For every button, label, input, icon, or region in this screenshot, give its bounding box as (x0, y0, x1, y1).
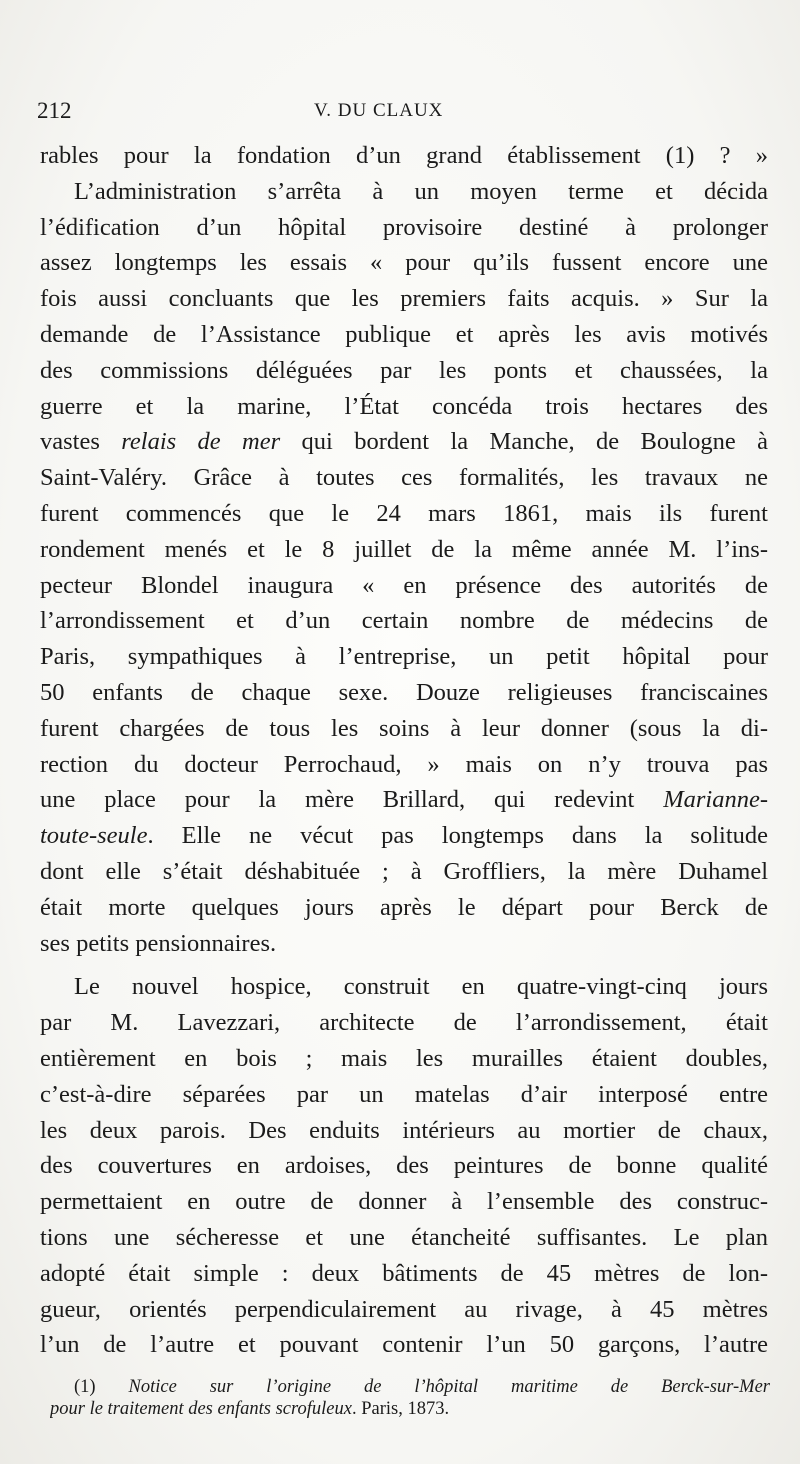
text-line: les deux parois. Des enduits intérieurs au mortier de chaux, (40, 1116, 768, 1144)
footnote (50, 1376, 770, 1420)
text-line: L’administration s’arrêta à un moyen terme et décida (74, 177, 768, 205)
text-line: rables pour la fondation d’un grand établissement (1) ? » (40, 142, 768, 169)
text-line: assez longtemps les essais « pour qu’ils fussent encore une (40, 249, 768, 277)
text-line-with-italic (40, 818, 768, 854)
text-line: fois aussi concluants que les premiers faits acquis. » Sur la (40, 285, 768, 313)
text-line: était morte quelques jours après le départ pour Berck de (40, 893, 768, 921)
running-title: V. DU CLAUX (314, 100, 444, 121)
text-line: par M. Lavezzari, architecte de l’arrondissement, était (40, 1009, 768, 1037)
text-line-with-italic (40, 782, 768, 818)
paragraph-1 (40, 138, 768, 961)
text-line: adopté était simple : deux bâtiments de 45 mètres de lon- (40, 1259, 768, 1287)
text-line: Saint-Valéry. Grâce à toutes ces formalités, les travaux ne (40, 464, 768, 492)
text-line: permettaient en outre de donner à l’ensemble des construc- (40, 1188, 768, 1216)
text-line: l’édification d’un hôpital provisoire destiné à prolonger (40, 213, 768, 241)
text-line: Paris, sympathiques à l’entreprise, un petit hôpital pour (40, 643, 768, 671)
text-line: dont elle s’était déshabituée ; à Groffliers, la mère Duhamel (40, 857, 768, 885)
text-run: . Elle ne vécut pas longtemps dans la solitude (147, 822, 768, 850)
text-run: une place pour la mère Brillard, qui redevint (40, 786, 664, 814)
text-line: c’est-à-dire séparées par un matelas d’air interposé entre (40, 1080, 768, 1108)
paragraph-2 (40, 969, 768, 1363)
text-line: tions une sécheresse et une étancheité suffisantes. Le plan (40, 1223, 768, 1251)
footnote-tail: . Paris, 1873. (351, 1399, 450, 1419)
text-line: entièrement en bois ; mais les murailles étaient doubles, (40, 1044, 768, 1072)
text-line: demande de l’Assistance publique et après les avis motivés (40, 320, 768, 348)
text-line: furent chargées de tous les soins à leur donner (sous la di- (40, 714, 768, 742)
italic-run: Marianne- (663, 786, 768, 814)
italic-run: toute-seule (40, 822, 148, 850)
text-line: l’un de l’autre et pouvant contenir l’un 50 garçons, l’autre (40, 1331, 768, 1359)
running-head (37, 98, 767, 128)
page-number: 212 (37, 98, 72, 123)
text-run: vastes (40, 428, 122, 456)
paragraph-gap (40, 961, 768, 969)
text-line: l’arrondissement et d’un certain nombre de médecins de (40, 607, 768, 635)
text-line: Le nouvel hospice, construit en quatre-vingt-cinq jours (74, 973, 768, 1001)
text-line: des couvertures en ardoises, des peintures de bonne qualité (40, 1152, 768, 1180)
body-text (40, 138, 768, 1363)
footnote-marker: (1) (74, 1377, 129, 1397)
text-line: 50 enfants de chaque sexe. Douze religieuses franciscaines (40, 678, 768, 706)
text-line: rondement menés et le 8 juillet de la même année M. l’ins- (40, 535, 768, 563)
text-run: qui bordent la Manche, de Boulogne à (280, 428, 768, 456)
footnote-title-part-1: Notice sur l’origine de l’hôpital maritime de Berck-sur-Mer (128, 1377, 770, 1397)
text-line: pecteur Blondel inaugura « en présence des autorités de (40, 571, 768, 599)
italic-run: relais de mer (121, 428, 281, 456)
footnote-title-part-2: pour le traitement des enfants scrofuleux (50, 1399, 352, 1419)
footnote-line (50, 1376, 770, 1398)
text-line-with-italic (40, 424, 768, 460)
text-line: gueur, orientés perpendiculairement au rivage, à 45 mètres (40, 1295, 768, 1323)
text-line: guerre et la marine, l’État concéda trois hectares des (40, 392, 768, 420)
text-line: des commissions déléguées par les ponts et chaussées, la (40, 356, 768, 384)
text-line: rection du docteur Perrochaud, » mais on n’y trouva pas (40, 750, 768, 778)
text-line: ses petits pensionnaires. (40, 929, 277, 957)
text-line: furent commencés que le 24 mars 1861, mais ils furent (40, 499, 768, 527)
footnote-line (50, 1398, 770, 1420)
